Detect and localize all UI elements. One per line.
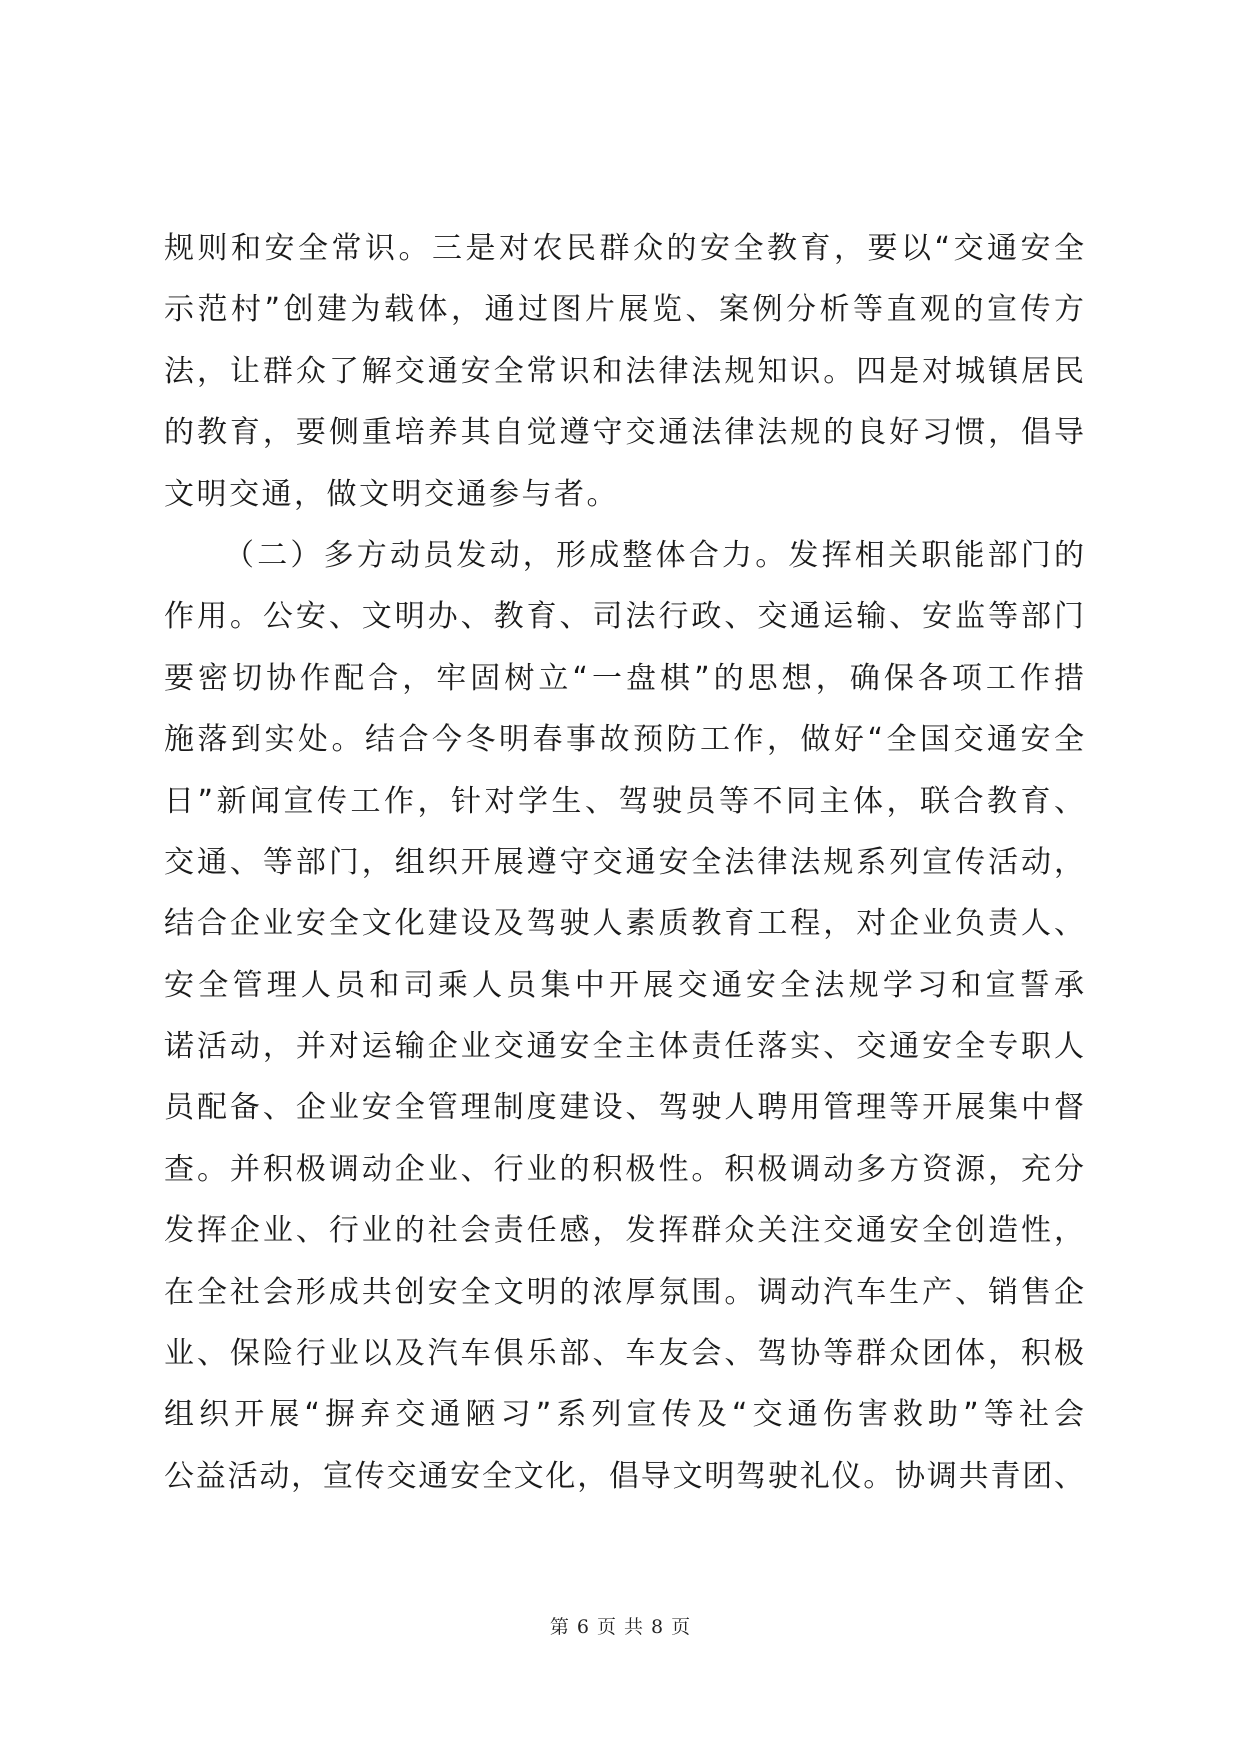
text-line-10: 日”新闻宣传工作，针对学生、驾驶员等不同主体，联合教育、 bbox=[164, 783, 1084, 819]
text-line-16: 查。并积极调动企业、行业的积极性。积极调动多方资源，充分 bbox=[164, 1151, 1084, 1187]
text-line-20: 组织开展“摒弃交通陋习”系列宣传及“交通伤害救助”等社会 bbox=[164, 1397, 1084, 1433]
text-line-18: 在全社会形成共创安全文明的浓厚氛围。调动汽车生产、销售企 bbox=[164, 1274, 1084, 1310]
text-line-19: 业、保险行业以及汽车俱乐部、车友会、驾协等群众团体，积极 bbox=[164, 1336, 1084, 1372]
body-text bbox=[164, 218, 1084, 1507]
text-line-4: 的教育，要侧重培养其自觉遵守交通法律法规的良好习惯，倡导 bbox=[164, 415, 1084, 451]
text-line-7: 作用。公安、文明办、教育、司法行政、交通运输、安监等部门 bbox=[164, 599, 1084, 635]
text-line-21: 公益活动，宣传交通安全文化，倡导文明驾驶礼仪。协调共青团、 bbox=[164, 1458, 1084, 1494]
text-line-13: 安全管理人员和司乘人员集中开展交通安全法规学习和宣誓承 bbox=[164, 967, 1084, 1003]
text-line-17: 发挥企业、行业的社会责任感，发挥群众关注交通安全创造性， bbox=[164, 1213, 1084, 1249]
text-line-15: 员配备、企业安全管理制度建设、驾驶人聘用管理等开展集中督 bbox=[164, 1090, 1084, 1126]
text-line-8: 要密切协作配合，牢固树立“一盘棋”的思想，确保各项工作措 bbox=[164, 660, 1084, 696]
text-line-1: 规则和安全常识。三是对农民群众的安全教育，要以“交通安全 bbox=[164, 231, 1084, 266]
text-line-11: 交通、等部门，组织开展遵守交通安全法律法规系列宣传活动， bbox=[164, 844, 1084, 880]
text-line-12: 结合企业安全文化建设及驾驶人素质教育工程，对企业负责人、 bbox=[164, 906, 1084, 942]
text-line-9: 施落到实处。结合今冬明春事故预防工作，做好“全国交通安全 bbox=[164, 722, 1084, 758]
text-line-14: 诺活动，并对运输企业交通安全主体责任落实、交通安全专职人 bbox=[164, 1029, 1084, 1065]
text-line-2: 示范村”创建为载体，通过图片展览、案例分析等直观的宣传方 bbox=[164, 292, 1084, 328]
text-line-3: 法，让群众了解交通安全常识和法律法规知识。四是对城镇居民 bbox=[164, 353, 1084, 389]
text-line-5: 文明交通，做文明交通参与者。 bbox=[164, 476, 619, 512]
page-number-footer: 第 6 页 共 8 页 bbox=[549, 1616, 692, 1638]
text-line-6: （二）多方动员发动，形成整体合力。发挥相关职能部门的 bbox=[224, 537, 1084, 573]
